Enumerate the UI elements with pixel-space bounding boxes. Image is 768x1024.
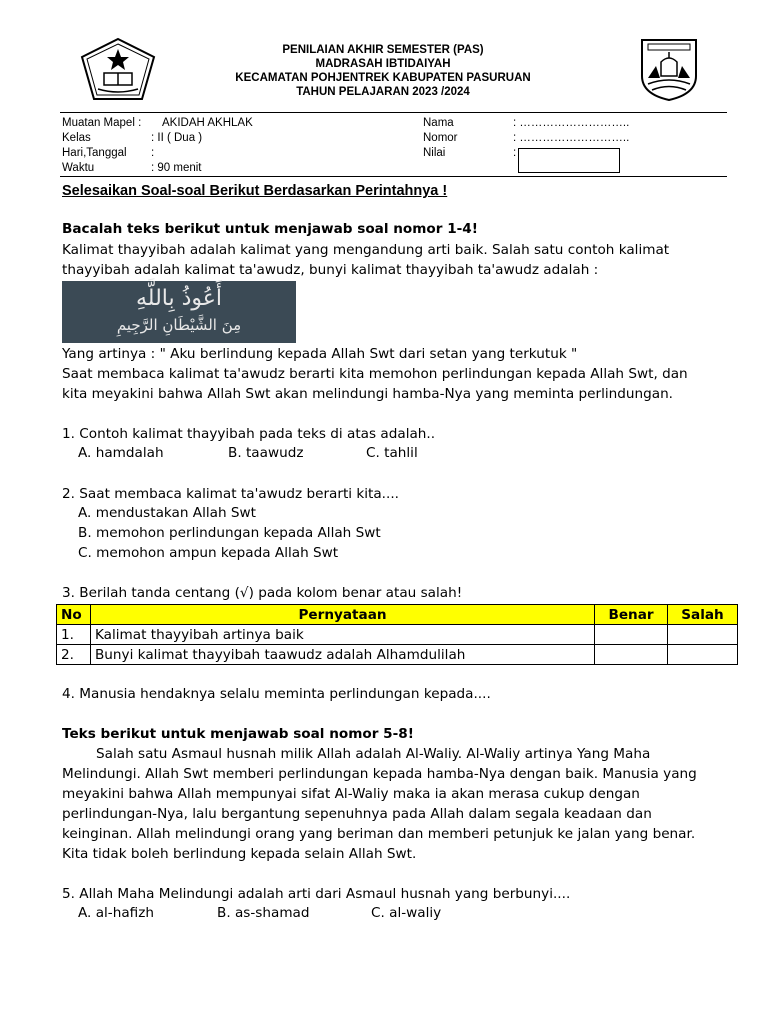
salah-cell[interactable] bbox=[668, 645, 738, 665]
exam-header bbox=[215, 43, 551, 99]
section1-para-2: thayyibah adalah kalimat ta'awudz, bunyi kalimat thayyibah ta'awudz adalah : bbox=[62, 262, 599, 278]
true-false-table bbox=[56, 604, 738, 665]
question-5: 5. Allah Maha Melindungi adalah arti dari Asmaul husnah yang berbunyi.... bbox=[62, 886, 571, 902]
col-salah-header: Salah bbox=[668, 605, 738, 625]
section2-line-5: keinginan. Allah melindungi orang yang beriman dan memberi petunjuk ke jalan yang benar. bbox=[62, 826, 696, 842]
section2-line-1: Salah satu Asmaul husnah milik Allah adalah Al-Waliy. Al-Waliy artinya Yang Maha bbox=[96, 746, 651, 762]
benar-cell[interactable] bbox=[595, 645, 668, 665]
arabic-line-2: مِنَ الشَّيْطَانِ الرَّجِيمِ bbox=[116, 316, 242, 334]
q2-option-c[interactable]: C. memohon ampun kepada Allah Swt bbox=[78, 545, 339, 561]
q1-option-a[interactable]: A. hamdalah bbox=[78, 445, 164, 461]
q2-option-a[interactable]: A. mendustakan Allah Swt bbox=[78, 505, 257, 521]
kelas-label: Kelas bbox=[62, 132, 91, 144]
score-box[interactable] bbox=[518, 148, 620, 173]
waktu-value: : 90 menit bbox=[151, 162, 202, 174]
mapel-value: AKIDAH AKHLAK bbox=[162, 117, 253, 129]
info-rule bbox=[60, 176, 727, 177]
nilai-colon: : bbox=[513, 147, 517, 159]
nomor-field[interactable]: : ……………………….. bbox=[513, 132, 630, 144]
instruction-title: Selesaikan Soal-soal Berikut Berdasarkan Perintahnya ! bbox=[62, 183, 448, 199]
header-line-4: TAHUN PELAJARAN 2023 /2024 bbox=[296, 86, 470, 98]
section2-line-6: Kita tidak boleh berlindung kepada selain Allah Swt. bbox=[62, 846, 417, 862]
arabic-line-1: أَعُوذُ بِاللَّهِ bbox=[135, 286, 222, 311]
salah-cell[interactable] bbox=[668, 625, 738, 645]
q2-option-b[interactable]: B. memohon perlindungan kepada Allah Swt bbox=[78, 525, 381, 541]
q1-option-b[interactable]: B. taawudz bbox=[228, 445, 304, 461]
section1-para-4: Saat membaca kalimat ta'awudz berarti kita memohon perlindungan kepada Allah Swt, dan bbox=[62, 366, 688, 382]
kemenag-logo bbox=[80, 37, 156, 101]
section2-line-4: perlindungan-Nya, lalu bergantung sepenuhnya pada Allah dalam segala keadaan dan bbox=[62, 806, 652, 822]
nama-label: Nama bbox=[423, 117, 454, 129]
header-line-2: MADRASAH IBTIDAIYAH bbox=[315, 58, 451, 70]
waktu-label: Waktu bbox=[62, 162, 95, 174]
header-line-1: PENILAIAN AKHIR SEMESTER (PAS) bbox=[282, 44, 484, 56]
q5-option-c[interactable]: C. al-waliy bbox=[371, 905, 442, 921]
row-statement: Bunyi kalimat thayyibah taawudz adalah Alhamdulilah bbox=[90, 645, 594, 665]
row-statement: Kalimat thayyibah artinya baik bbox=[90, 625, 594, 645]
header-rule bbox=[60, 112, 727, 113]
header-line-3: KECAMATAN POHJENTREK KABUPATEN PASURUAN bbox=[235, 72, 531, 84]
section2-line-2: Melindungi. Allah Swt memberi perlindungan kepada hamba-Nya dengan baik. Manusia yang bbox=[62, 766, 697, 782]
section2-heading: Teks berikut untuk menjawab soal nomor 5-8! bbox=[62, 726, 414, 742]
benar-cell[interactable] bbox=[595, 625, 668, 645]
kabupaten-crest bbox=[636, 36, 702, 102]
row-number: 2. bbox=[57, 645, 91, 665]
nilai-label: Nilai bbox=[423, 147, 446, 159]
nomor-label: Nomor bbox=[423, 132, 458, 144]
q5-option-a[interactable]: A. al-hafizh bbox=[78, 905, 154, 921]
row-number: 1. bbox=[57, 625, 91, 645]
table-row bbox=[57, 625, 738, 645]
section1-heading: Bacalah teks berikut untuk menjawab soal nomor 1-4! bbox=[62, 221, 478, 237]
question-3: 3. Berilah tanda centang (√) pada kolom benar atau salah! bbox=[62, 585, 463, 601]
col-benar-header: Benar bbox=[595, 605, 668, 625]
kelas-value: : II ( Dua ) bbox=[151, 132, 203, 144]
hari-label: Hari,Tanggal bbox=[62, 147, 127, 159]
section1-para-5: kita meyakini bahwa Allah Swt akan melindungi hamba-Nya yang meminta perlindungan. bbox=[62, 386, 674, 402]
col-statement-header: Pernyataan bbox=[90, 605, 594, 625]
section1-para-3: Yang artinya : " Aku berlindung kepada Allah Swt dari setan yang terkutuk " bbox=[62, 346, 578, 362]
question-2: 2. Saat membaca kalimat ta'awudz berarti kita.... bbox=[62, 486, 399, 502]
q1-option-c[interactable]: C. tahlil bbox=[366, 445, 418, 461]
section2-line-3: meyakini bahwa Allah mempunyai sifat Al-Waliy maka ia akan merasa cukup dengan bbox=[62, 786, 640, 802]
hari-value: : bbox=[151, 147, 155, 159]
taawudz-arabic-image bbox=[62, 281, 296, 343]
col-no-header: No bbox=[57, 605, 91, 625]
question-4: 4. Manusia hendaknya selalu meminta perlindungan kepada.... bbox=[62, 686, 491, 702]
table-row bbox=[57, 645, 738, 665]
section1-para-1: Kalimat thayyibah adalah kalimat yang mengandung arti baik. Salah satu contoh kalimat bbox=[62, 242, 670, 258]
table-header-row bbox=[57, 605, 738, 625]
nama-field[interactable]: : ……………………….. bbox=[513, 117, 630, 129]
question-1: 1. Contoh kalimat thayyibah pada teks di atas adalah.. bbox=[62, 426, 436, 442]
q5-option-b[interactable]: B. as-shamad bbox=[217, 905, 310, 921]
mapel-label: Muatan Mapel : bbox=[62, 117, 142, 129]
